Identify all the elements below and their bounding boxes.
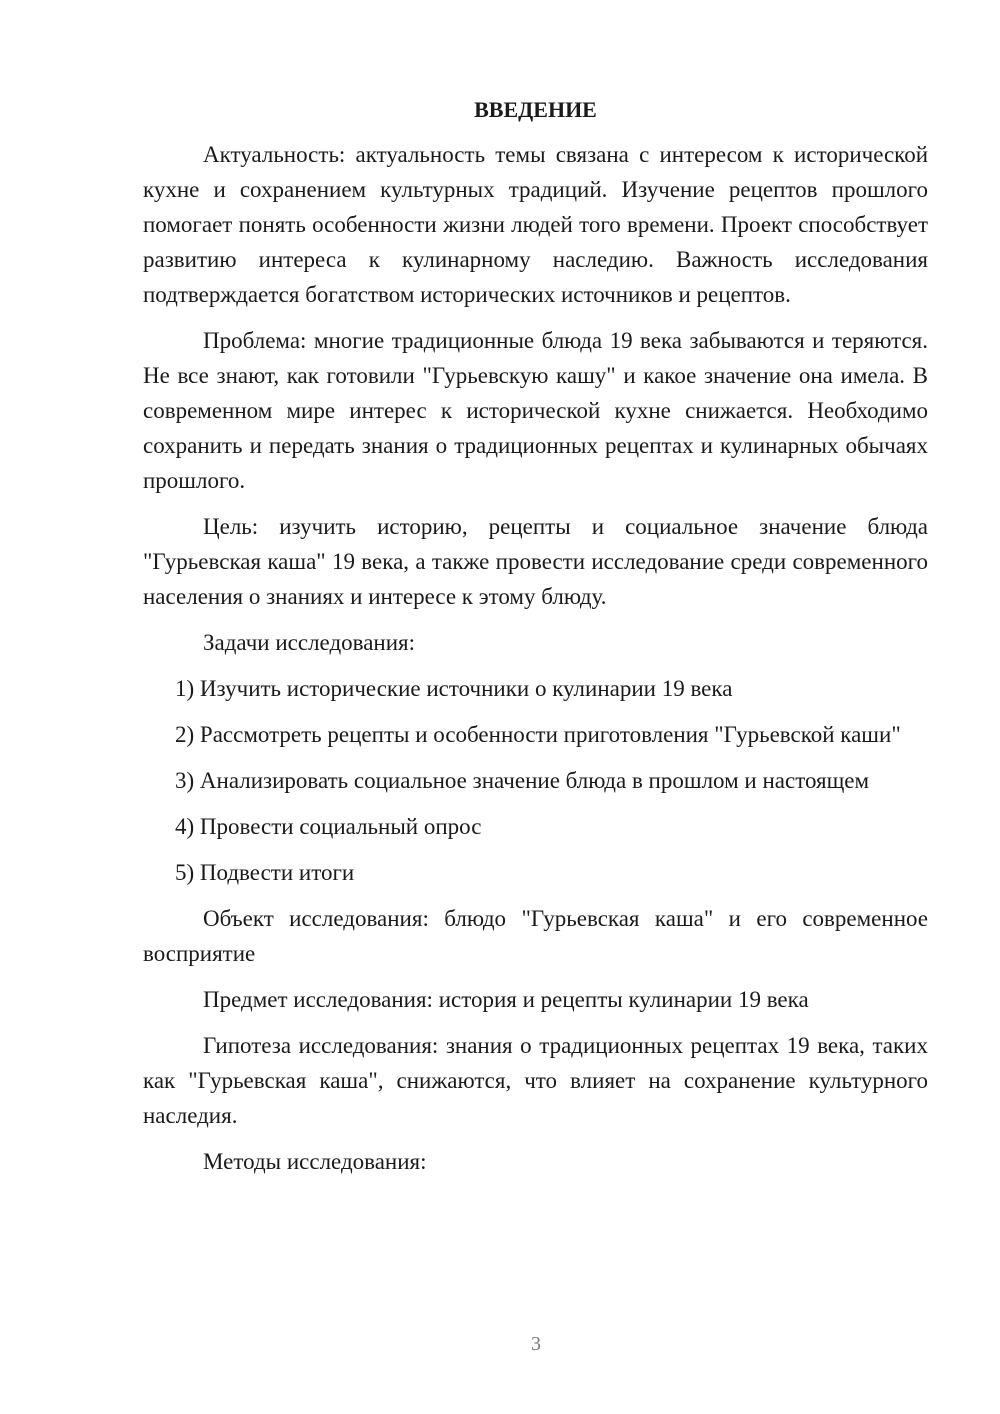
subject-paragraph: Предмет исследования: история и рецепты кулинарии 19 века [203,987,809,1012]
relevance-paragraph: Актуальность: актуальность темы связана с интересом к исторической кухне и сохранением культурных традиций. Изучение рецептов прошлого помогает понять особенности жизни людей того времени. Проект способствует развитию интереса к кулинарному наследию. Важность исследования подтверждается богатством исторических источников и рецептов. [143,142,928,307]
task-item: 1) Изучить исторические источники о кулинарии 19 века [175,676,733,701]
task-item: 5) Подвести итоги [175,860,355,885]
hypothesis-paragraph: Гипотеза исследования: знания о традиционных рецептах 19 века, таких как "Гурьевская каша", снижаются, что влияет на сохранение культурного наследия. [143,1033,928,1128]
methods-heading: Методы исследования: [203,1149,427,1174]
section-title: ВВЕДЕНИЕ [474,97,597,122]
task-item: 4) Провести социальный опрос [175,814,482,839]
tasks-list [143,671,928,890]
goal-paragraph: Цель: изучить историю, рецепты и социальное значение блюда "Гурьевская каша" 19 века, а также провести исследование среди современного населения о знаниях и интересе к этому блюду. [143,514,928,609]
page-number: 3 [531,1333,541,1355]
object-paragraph: Объект исследования: блюдо "Гурьевская каша" и его современное восприятие [143,906,928,966]
task-item: 3) Анализировать социальное значение блюда в прошлом и настоящем [175,768,870,793]
document-page [143,92,928,1190]
task-item: 2) Рассмотреть рецепты и особенности приготовления "Гурьевской каши" [175,722,901,747]
problem-paragraph: Проблема: многие традиционные блюда 19 века забываются и теряются. Не все знают, как готовили "Гурьевскую кашу" и какое значение она имела. В современном мире интерес к исторической кухне снижается. Необходимо сохранить и передать знания о традиционных рецептах и кулинарных обычаях прошлого. [143,328,928,493]
tasks-heading: Задачи исследования: [203,630,416,655]
